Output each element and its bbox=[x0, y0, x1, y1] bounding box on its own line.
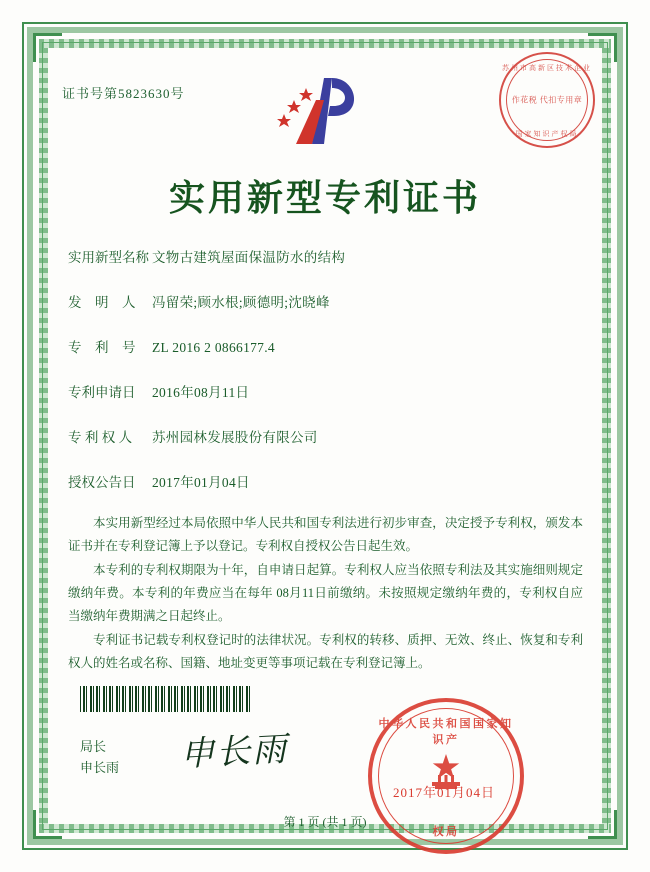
seal-bottom-arc-text: 权局 bbox=[432, 826, 460, 838]
field-row bbox=[68, 293, 588, 313]
field-row bbox=[68, 473, 588, 493]
director-block bbox=[80, 736, 119, 778]
field-value: 苏州园林发展股份有限公司 bbox=[152, 430, 318, 445]
page-footer: 第 1 页 (共 1 页) bbox=[283, 815, 367, 829]
legal-body-text bbox=[68, 512, 583, 676]
field-row bbox=[68, 248, 588, 268]
field-row bbox=[68, 428, 588, 448]
field-label: 授权公告日 bbox=[68, 475, 136, 490]
director-name: 申长雨 bbox=[80, 760, 120, 775]
field-value: ZL 2016 2 0866177.4 bbox=[152, 340, 275, 355]
field-list bbox=[68, 248, 588, 518]
field-value: 文物古建筑屋面保温防水的结构 bbox=[152, 250, 346, 265]
field-row bbox=[68, 338, 588, 358]
seal-bottom-arc-text: 国家知识产权局 bbox=[515, 130, 579, 138]
national-seal-stamp bbox=[368, 698, 524, 854]
patent-office-logo-icon bbox=[272, 70, 382, 160]
page-title: 实用新型专利证书 bbox=[168, 177, 481, 219]
field-value: 2017年01月04日 bbox=[152, 475, 250, 490]
field-value: 2016年08月11日 bbox=[152, 385, 250, 400]
body-paragraph: 本实用新型经过本局依照中华人民共和国专利法进行初步审查，决定授予专利权，颁发本证书并在专利登记簿上予以登记。专利权自授权公告日起生效。 bbox=[68, 516, 583, 553]
corner-ornament-top-left bbox=[33, 33, 62, 62]
handwritten-signature: 申长雨 bbox=[179, 729, 290, 775]
field-value: 冯留荣;顾水根;顾德明;沈晓峰 bbox=[152, 295, 330, 310]
barcode bbox=[80, 686, 250, 712]
seal-top-arc-text: 苏州市高新区技术企业 bbox=[502, 64, 592, 72]
tax-seal-stamp bbox=[499, 52, 595, 148]
field-label: 发 明 人 bbox=[68, 295, 136, 310]
corner-ornament-top-right bbox=[588, 33, 617, 62]
body-paragraph: 本专利的专利权期限为十年，自申请日起算。专利权人应当依照专利法及其实施细则规定缴纳年费。本专利的年费应当在每年 08月11日前缴纳。未按照规定缴纳年费的，专利权自应当缴纳年费期满之日起终止。 bbox=[68, 563, 583, 623]
field-row bbox=[68, 383, 588, 403]
certificate-number: 证书号第5823630号 bbox=[62, 86, 185, 101]
seal-date: 2017年01月04日 bbox=[393, 785, 496, 800]
seal-top-arc-text: 中华人民共和国国家知识产 bbox=[378, 718, 514, 746]
field-label: 专利申请日 bbox=[68, 385, 136, 400]
body-paragraph: 专利证书记载专利权登记时的法律状况。专利权的转移、质押、无效、终止、恢复和专利权人的姓名或名称、国籍、地址变更等事项记载在专利登记簿上。 bbox=[68, 633, 583, 670]
field-label: 实用新型名称 bbox=[68, 250, 149, 265]
field-label: 专 利 号 bbox=[68, 340, 136, 355]
seal-center-text: 作花税 代扣专用章 bbox=[511, 95, 583, 105]
field-label: 专 利 权 人 bbox=[68, 430, 133, 445]
director-title: 局长 bbox=[80, 739, 107, 754]
